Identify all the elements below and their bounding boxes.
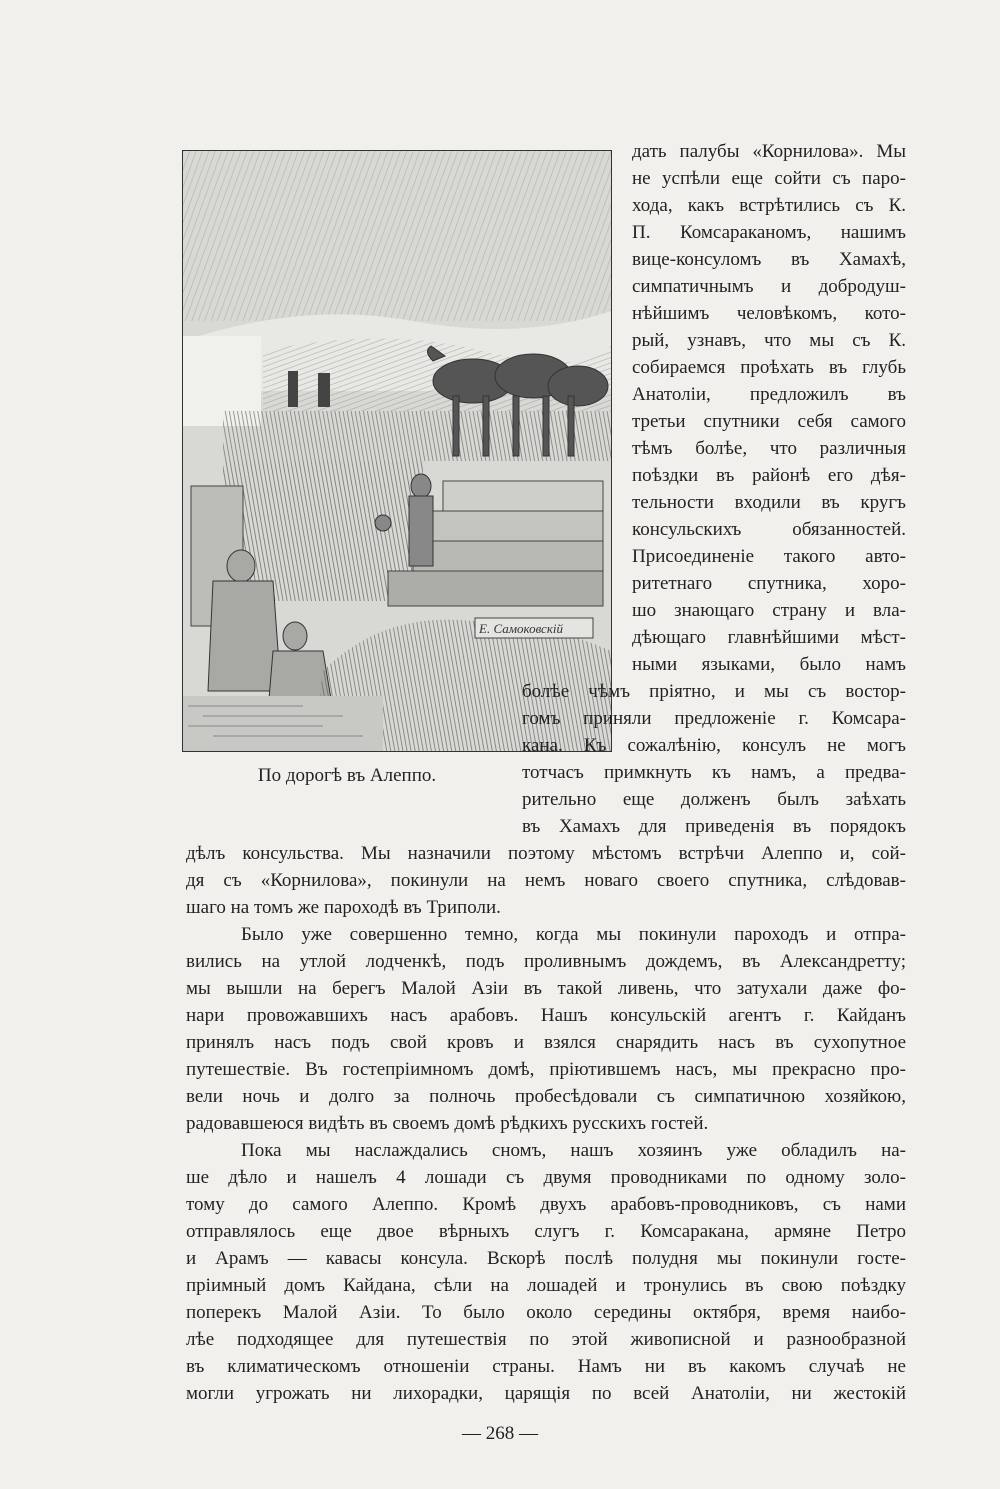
text-line: Присоединеніе такого авто- [632,546,906,567]
text-line: отправлялось еще двое вѣрныхъ слугъ г. Комсаракана, армяне Петро [186,1221,906,1242]
text-line: рительно еще долженъ былъ заѣхать [522,789,906,810]
text-line: гомъ приняли предложеніе г. Комсара- [522,708,906,729]
text-line: Было уже совершенно темно, когда мы покинули пароходъ и отпра- [241,924,906,945]
text-line: кана. Къ сожалѣнію, консулъ не могъ [522,735,906,756]
text-line: поѣздки въ районѣ его дѣя- [632,465,906,486]
text-line: вели ночь и долго за полночь пробесѣдовали съ симпатичною хозяйкою, [186,1086,906,1107]
text-line: дать палубы «Корнилова». Мы [632,141,906,162]
text-line: дѣлъ консульства. Мы назначили поэтому мѣстомъ встрѣчи Алеппо и, сой- [186,843,906,864]
text-line: Анатоліи, предложилъ въ [632,384,906,405]
text-line: Пока мы наслаждались сномъ, нашъ хозяинъ уже обладилъ на- [241,1140,906,1161]
text-line: рый, узнавъ, что мы съ К. [632,330,906,351]
text-line: симпатичнымъ и добродуш- [632,276,906,297]
illustration-caption: По дорогѣ въ Алеппо. [257,765,437,786]
artist-signature: Е. Самоковскій [479,621,564,636]
text-line: ными языками, было намъ [632,654,906,675]
text-line: собираемся проѣхать въ глубь [632,357,906,378]
illustration [182,150,612,752]
text-line: принялъ насъ подъ свой кровъ и взялся снарядить насъ въ сухопутное [186,1032,906,1053]
text-line: консульскихъ обязанностей. [632,519,906,540]
text-line: не успѣли еще сойти съ паро- [632,168,906,189]
text-line: путешествіе. Въ гостепріимномъ домѣ, пріютившемъ насъ, мы прекрасно про- [186,1059,906,1080]
text-line: тому до самого Алеппо. Кромѣ двухъ арабовъ-проводниковъ, съ нами [186,1194,906,1215]
text-line: третьи спутники себя самого [632,411,906,432]
text-line: мы вышли на берегъ Малой Азіи въ такой ливень, что затухали даже фо- [186,978,906,999]
text-line: шаго на томъ же пароходѣ въ Триполи. [186,897,501,918]
text-line: тотчасъ примкнуть къ намъ, а предва- [522,762,906,783]
text-line: дѣющаго главнѣйшими мѣст- [632,627,906,648]
text-line: могли угрожать ни лихорадки, царящія по всей Анатоліи, ни жестокій [186,1383,906,1404]
text-line: шо знающаго страну и вла- [632,600,906,621]
text-line: нари провожавшихъ насъ арабовъ. Нашъ консульскій агентъ г. Кайданъ [186,1005,906,1026]
text-line: въ климатическомъ отношеніи страны. Намъ ни въ какомъ случаѣ не [186,1356,906,1377]
text-line: въ Хамахъ для приведенія въ порядокъ [522,816,906,837]
text-line: тѣмъ болѣе, что различныя [632,438,906,459]
engraving-picture [183,151,611,751]
page-number: — 268 — [462,1423,538,1444]
text-line: ритетнаго спутника, хоро- [632,573,906,594]
text-line: хода, какъ встрѣтились съ К. [632,195,906,216]
text-line: ше дѣло и нашелъ 4 лошади съ двумя проводниками по одному золо- [186,1167,906,1188]
text-line: П. Комсараканомъ, нашимъ [632,222,906,243]
text-line: нѣйшимъ человѣкомъ, кото- [632,303,906,324]
text-line: вице-консуломъ въ Хамахѣ, [632,249,906,270]
text-line: радовавшеюся видѣть въ своемъ домѣ рѣдкихъ русскихъ гостей. [186,1113,709,1134]
text-line: вились на утлой лодченкѣ, подъ проливнымъ дождемъ, въ Александретту; [186,951,906,972]
text-line: пріимный домъ Кайдана, сѣли на лошадей и тронулись въ свою поѣздку [186,1275,906,1296]
text-line: тельности входили въ кругъ [632,492,906,513]
text-line: лѣе подходящее для путешествія по этой живописной и разнообразной [186,1329,906,1350]
text-line: и Арамъ — кавасы консула. Вскорѣ послѣ полудня мы покинули госте- [186,1248,906,1269]
text-line: болѣе чѣмъ пріятно, и мы съ востор- [522,681,906,702]
text-line: поперекъ Малой Азіи. То было около середины октября, время наибо- [186,1302,906,1323]
text-line: дя съ «Корнилова», покинули на немъ новаго своего спутника, слѣдовав- [186,870,906,891]
